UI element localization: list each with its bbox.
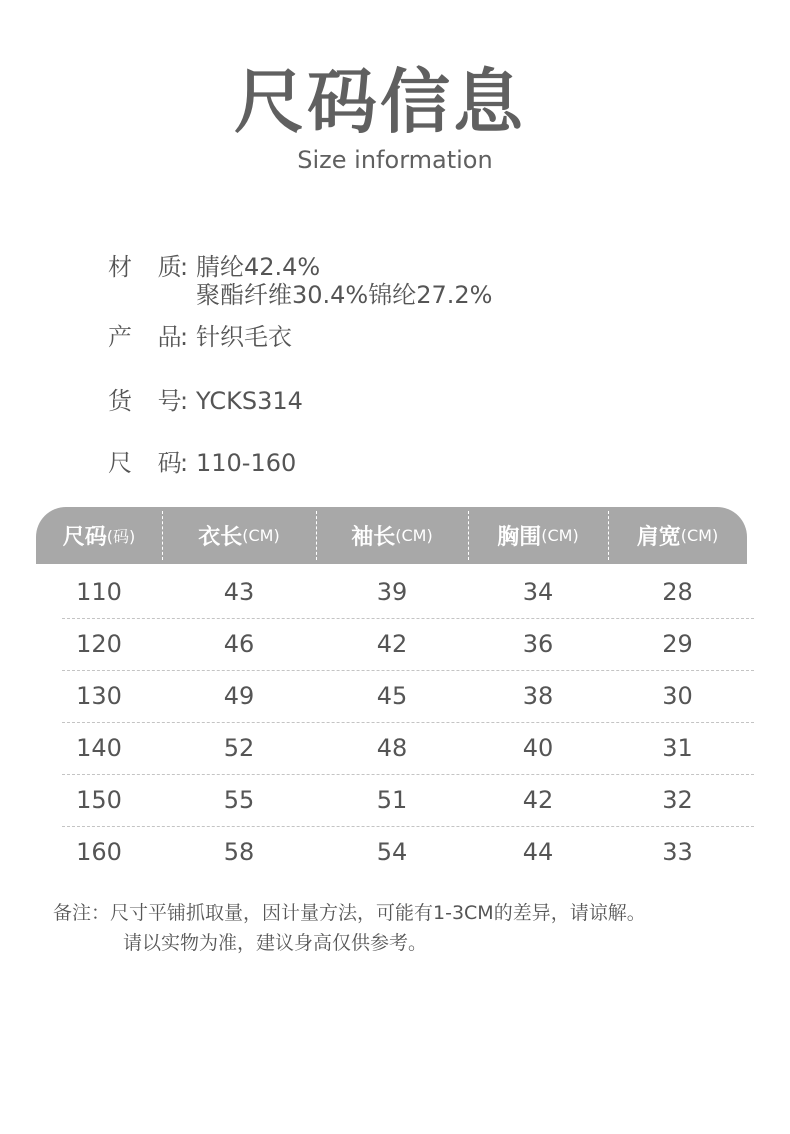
info-colon: : <box>180 387 189 415</box>
info-size-value: 110-160 <box>196 449 297 477</box>
table-cell: 43 <box>223 578 255 606</box>
table-row <box>36 774 747 826</box>
row-divider <box>62 722 754 723</box>
table-row <box>36 670 747 722</box>
row-divider <box>62 618 754 619</box>
table-cell: 140 <box>76 734 122 762</box>
info-material-value-2: 聚酯纤维30.4%锦纶27.2% <box>196 281 493 309</box>
table-cell: 31 <box>662 734 693 762</box>
table-cell: 38 <box>522 682 554 710</box>
page-subtitle: Size information <box>297 146 493 174</box>
table-cell: 33 <box>662 838 693 866</box>
info-product-label: 产 品 <box>108 323 182 351</box>
table-row <box>36 722 747 774</box>
table-cell: 150 <box>76 786 122 814</box>
table-cell: 30 <box>662 682 693 710</box>
note-line-2: 请以实物为准，建议身高仅供参考。 <box>123 932 428 954</box>
header-body-length: 衣长 (CM) <box>162 507 316 564</box>
table-cell: 34 <box>522 578 554 606</box>
info-material-value-1: 腈纶42.4% <box>196 253 321 281</box>
info-colon: : <box>180 449 189 477</box>
measurement-note <box>53 898 646 958</box>
info-material-label: 材 质 <box>108 253 182 281</box>
header-sleeve-length: 袖长 (CM) <box>316 507 468 564</box>
table-row <box>36 826 747 876</box>
note-line-1: 备注：尺寸平铺抓取量，因计量方法，可能有1-3CM的差异，请谅解。 <box>53 902 646 924</box>
page-title: 尺码信息 <box>234 61 526 143</box>
table-cell: 58 <box>223 838 255 866</box>
row-divider <box>62 774 754 775</box>
table-row <box>36 618 747 670</box>
header-size: 尺码 (码) <box>62 525 136 550</box>
table-cell: 120 <box>76 630 122 658</box>
info-colon: : <box>180 323 189 351</box>
info-item-value: YCKS314 <box>196 387 303 415</box>
table-cell: 29 <box>662 630 693 658</box>
info-size-label: 尺 码 <box>108 449 182 477</box>
table-cell: 44 <box>522 838 554 866</box>
table-cell: 54 <box>376 838 408 866</box>
size-table-body <box>36 566 747 876</box>
table-cell: 51 <box>376 786 408 814</box>
table-cell: 42 <box>522 786 554 814</box>
row-divider <box>62 670 754 671</box>
info-colon: : <box>180 253 189 281</box>
table-cell: 48 <box>376 734 408 762</box>
table-cell: 28 <box>662 578 693 606</box>
table-cell: 55 <box>223 786 255 814</box>
table-cell: 40 <box>522 734 554 762</box>
size-table-header <box>36 507 747 564</box>
header-shoulder: 肩宽 (CM) <box>608 507 747 564</box>
table-cell: 42 <box>376 630 408 658</box>
table-cell: 46 <box>223 630 255 658</box>
table-cell: 110 <box>76 578 122 606</box>
table-cell: 49 <box>223 682 255 710</box>
row-divider <box>62 826 754 827</box>
info-item-label: 货 号 <box>108 387 182 415</box>
table-cell: 130 <box>76 682 122 710</box>
table-cell: 45 <box>376 682 408 710</box>
table-cell: 52 <box>223 734 255 762</box>
table-row <box>36 566 747 618</box>
table-cell: 32 <box>662 786 693 814</box>
table-cell: 39 <box>376 578 408 606</box>
header-chest: 胸围 (CM) <box>468 507 608 564</box>
info-product-value: 针织毛衣 <box>196 323 292 351</box>
table-cell: 36 <box>522 630 554 658</box>
table-cell: 160 <box>76 838 122 866</box>
